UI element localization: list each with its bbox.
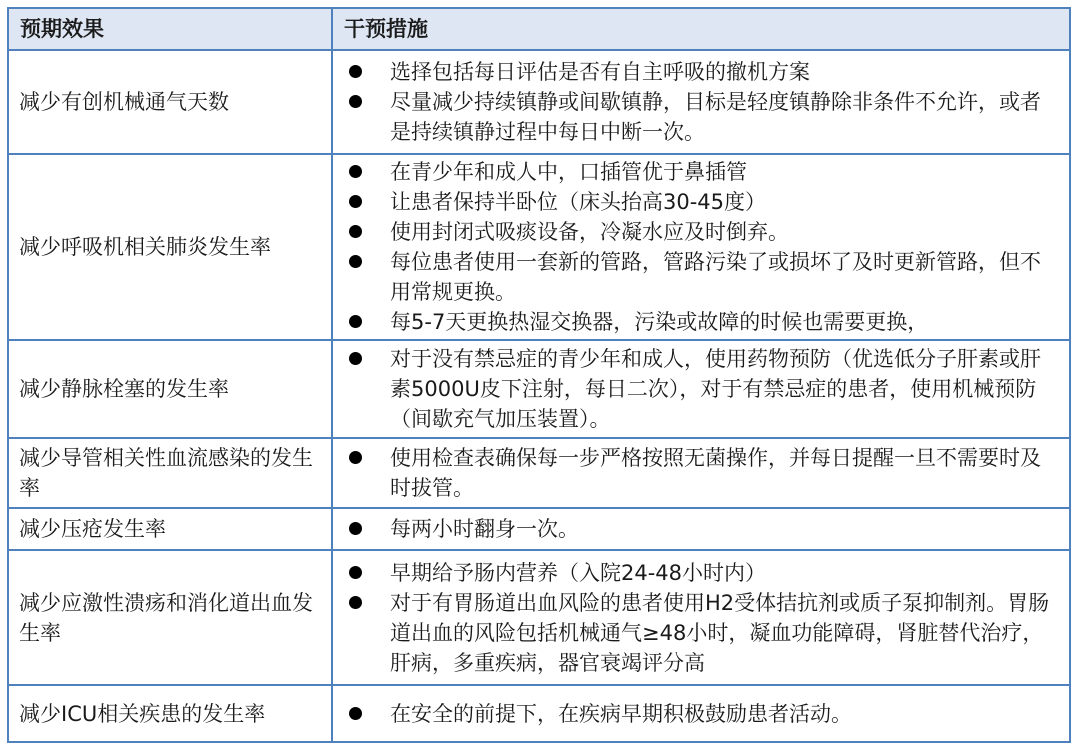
bullet-icon bbox=[349, 255, 362, 268]
list-item bbox=[333, 307, 1053, 337]
table-row bbox=[9, 684, 1069, 741]
table-header bbox=[9, 9, 1069, 49]
list-item bbox=[333, 57, 1053, 87]
goal-text: 减少导管相关性血流感染的发生率 bbox=[19, 446, 313, 500]
measure-text: 让患者保持半卧位（床头抬高30-45度） bbox=[390, 190, 767, 214]
header-goal-label: 预期效果 bbox=[20, 17, 104, 41]
table-row bbox=[9, 437, 1069, 507]
list-item bbox=[333, 217, 1053, 247]
list-item bbox=[333, 588, 1053, 678]
bullet-icon bbox=[349, 522, 362, 535]
header-cell-measures bbox=[333, 9, 1069, 49]
list-item bbox=[333, 344, 1053, 434]
measure-text: 每5-7天更换热湿交换器，污染或故障的时候也需要更换， bbox=[390, 310, 929, 334]
bullet-icon bbox=[349, 65, 362, 78]
table-row bbox=[9, 549, 1069, 684]
measure-text: 使用检查表确保每一步严格按照无菌操作，并每日提醒一旦不需要时及时拔管。 bbox=[390, 446, 1041, 500]
measure-text: 早期给予肠内营养（入院24-48小时内） bbox=[390, 560, 767, 585]
measure-text: 在安全的前提下，在疾病早期积极鼓励患者活动。 bbox=[390, 701, 852, 726]
bullet-icon bbox=[349, 315, 362, 328]
intervention-table bbox=[7, 7, 1071, 743]
goal-text: 减少压疮发生率 bbox=[19, 517, 166, 541]
bullet-icon bbox=[349, 596, 362, 609]
list-item bbox=[333, 514, 1053, 544]
measure-text: 对于有胃肠道出血风险的患者使用H2受体拮抗剂或质子泵抑制剂。胃肠道出血的风险包括机械通气≥48小时，凝血功能障碍，肾脏替代治疗，肝病，多重疾病，器官衰竭评分高 bbox=[390, 590, 1050, 675]
bullet-icon bbox=[349, 165, 362, 178]
measure-text: 使用封闭式吸痰设备，冷凝水应及时倒弃。 bbox=[390, 220, 789, 244]
goal-text: 减少有创机械通气天数 bbox=[19, 90, 229, 114]
goal-text: 减少静脉栓塞的发生率 bbox=[19, 377, 229, 401]
bullet-icon bbox=[349, 195, 362, 208]
header-cell-goal bbox=[9, 9, 333, 49]
list-item bbox=[333, 157, 1053, 187]
list-item bbox=[333, 699, 1053, 729]
table-row bbox=[9, 153, 1069, 339]
measure-text: 选择包括每日评估是否有自主呼吸的撤机方案 bbox=[390, 60, 810, 84]
bullet-icon bbox=[349, 451, 362, 464]
bullet-icon bbox=[349, 225, 362, 238]
measure-text: 对于没有禁忌症的青少年和成人，使用药物预防（优选低分子肝素或肝素5000U皮下注射，每日二次），对于有禁忌症的患者，使用机械预防（间歇充气加压装置）。 bbox=[390, 347, 1041, 431]
goal-text: 减少ICU相关疾患的发生率 bbox=[19, 701, 266, 726]
list-item bbox=[333, 443, 1053, 503]
list-item bbox=[333, 558, 1053, 588]
table-row bbox=[9, 339, 1069, 437]
measure-text: 在青少年和成人中，口插管优于鼻插管 bbox=[390, 160, 747, 184]
bullet-icon bbox=[349, 707, 362, 720]
bullet-icon bbox=[349, 352, 362, 365]
bullet-icon bbox=[349, 95, 362, 108]
list-item bbox=[333, 247, 1053, 307]
measure-text: 尽量减少持续镇静或间歇镇静，目标是轻度镇静除非条件不允许，或者是持续镇静过程中每日中断一次。 bbox=[390, 90, 1041, 144]
list-item bbox=[333, 187, 1053, 217]
measure-text: 每位患者使用一套新的管路，管路污染了或损坏了及时更新管路，但不用常规更换。 bbox=[390, 250, 1041, 304]
bullet-icon bbox=[349, 566, 362, 579]
table-row bbox=[9, 49, 1069, 153]
list-item bbox=[333, 87, 1053, 147]
goal-text: 减少呼吸机相关肺炎发生率 bbox=[19, 235, 271, 259]
measure-text: 每两小时翻身一次。 bbox=[390, 517, 579, 541]
table-row bbox=[9, 507, 1069, 549]
header-measures-label: 干预措施 bbox=[344, 17, 428, 41]
goal-text: 减少应激性溃疡和消化道出血发生率 bbox=[19, 590, 313, 645]
